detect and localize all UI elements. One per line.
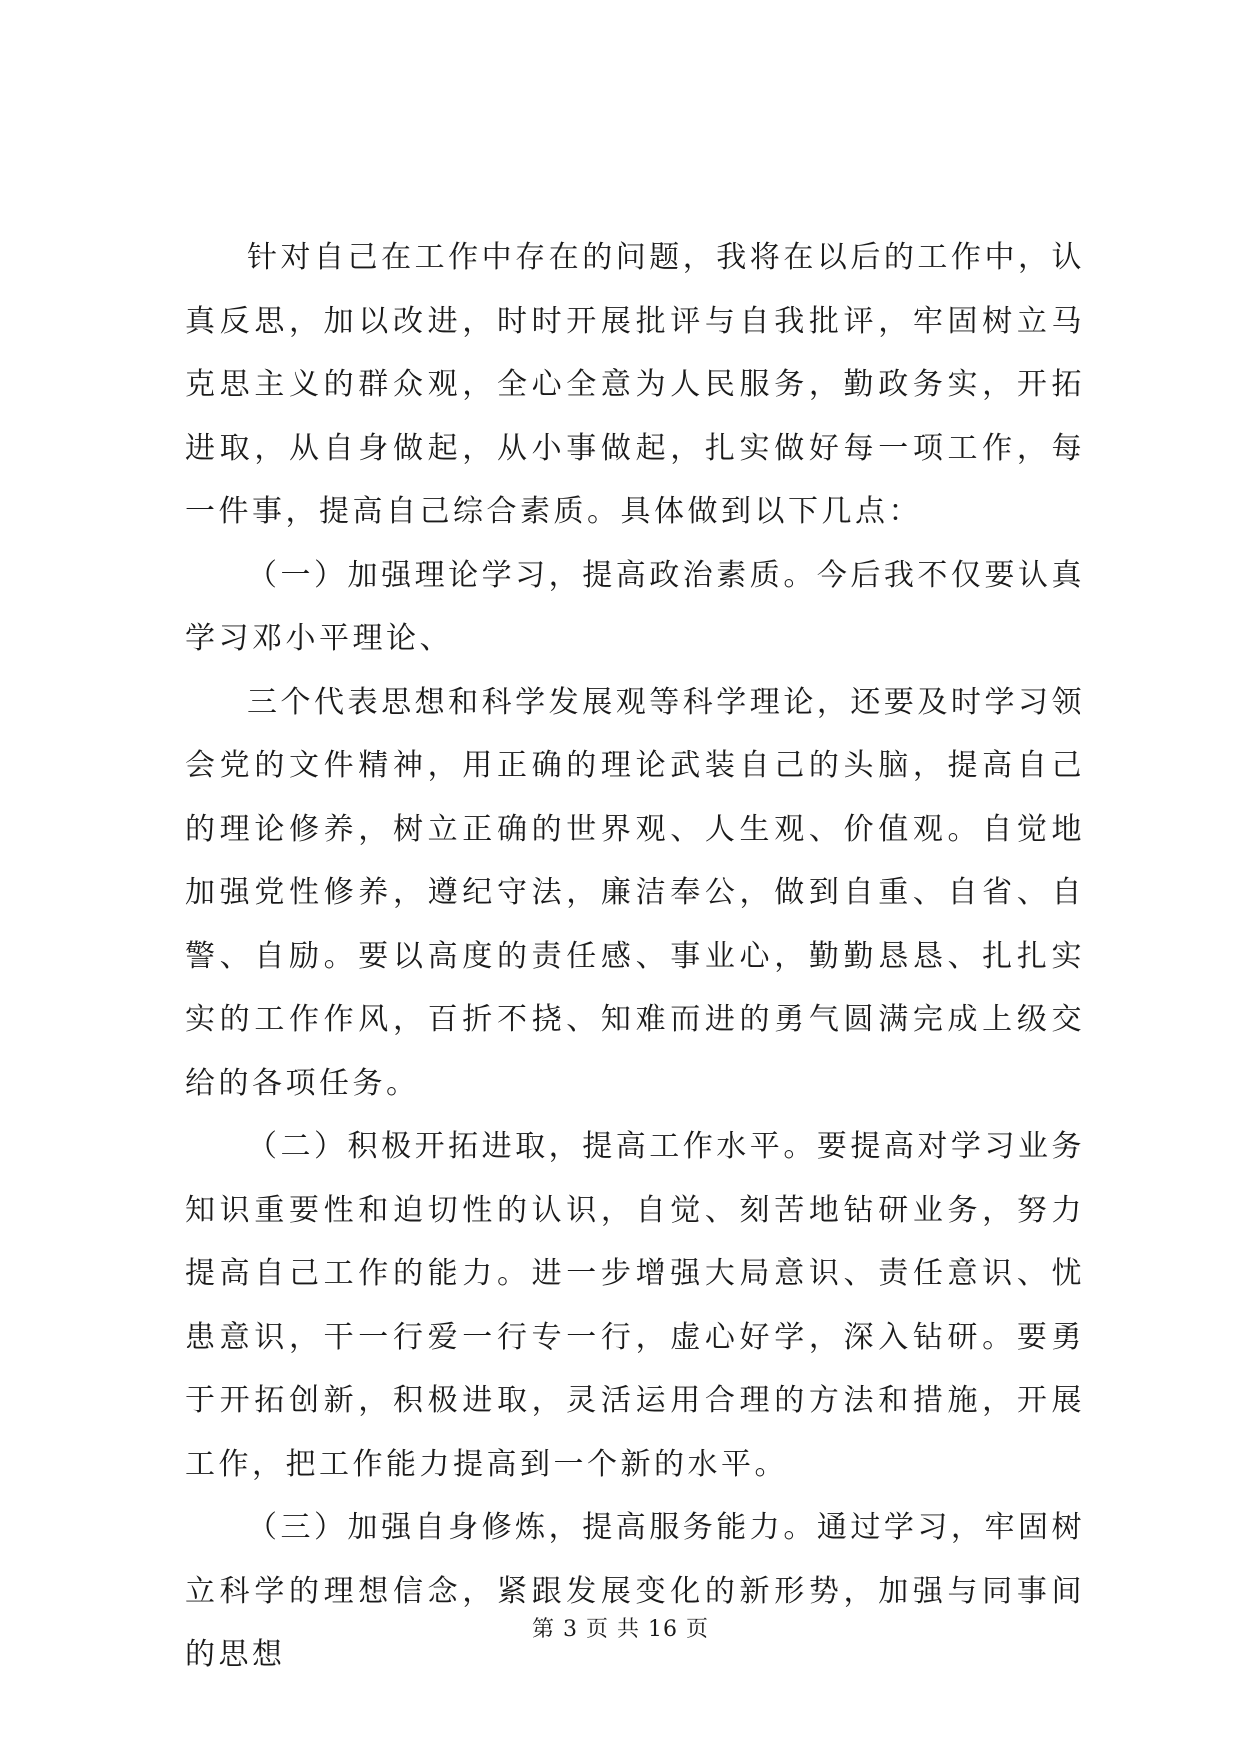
document-body (185, 226, 1085, 1687)
paragraph-point-1: （一）加强理论学习，提高政治素质。今后我不仅要认真学习邓小平理论、 (185, 557, 1085, 656)
paragraph-point-2: （二）积极开拓进取，提高工作水平。要提高对学习业务知识重要性和迫切性的认识，自觉、刻苦地钻研业务，努力提高自己工作的能力。进一步增强大局意识、责任意识、忧患意识，干一行爱一行专一行，虚心好学，深入钻研。要勇于开拓创新，积极进取，灵活运用合理的方法和措施，开展工作，把工作能力提高到一个新的水平。 (185, 1129, 1085, 1482)
paragraph-point-3: （三）加强自身修炼，提高服务能力。通过学习，牢固树立科学的理想信念，紧跟发展变化的新形势，加强与同事间的思想 (185, 1510, 1085, 1672)
paragraph-point-1-continued: 三个代表思想和科学发展观等科学理论，还要及时学习领会党的文件精神，用正确的理论武装自己的头脑，提高自己的理论修养，树立正确的世界观、人生观、价值观。自觉地加强党性修养，遵纪守法，廉洁奉公，做到自重、自省、自警、自励。要以高度的责任感、事业心，勤勤恳恳、扎扎实实的工作作风，百折不挠、知难而进的勇气圆满完成上级交给的各项任务。 (185, 684, 1085, 1101)
paragraph-intro: 针对自己在工作中存在的问题，我将在以后的工作中，认真反思，加以改进，时时开展批评与自我批评，牢固树立马克思主义的群众观，全心全意为人民服务，勤政务实，开拓进取，从自身做起，从小事做起，扎实做好每一项工作，每一件事，提高自己综合素质。具体做到以下几点： (185, 240, 1085, 529)
page-number-footer: 第 3 页 共 16 页 (532, 1617, 709, 1642)
